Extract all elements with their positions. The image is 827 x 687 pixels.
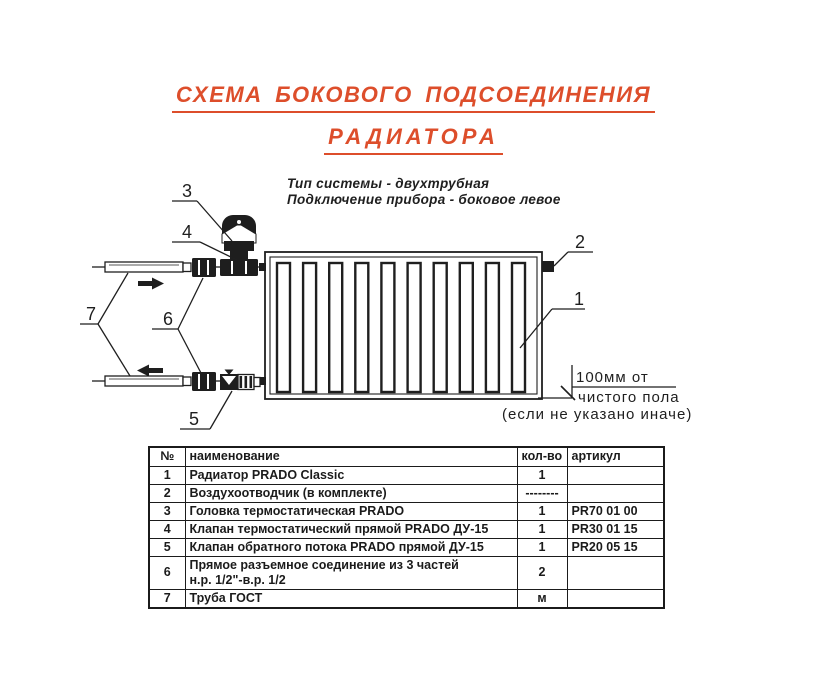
cell-qty: 1	[517, 520, 567, 538]
radiator	[259, 252, 542, 399]
cell-article	[567, 556, 664, 589]
union-top	[192, 258, 216, 277]
cell-num: 4	[149, 520, 185, 538]
system-type-line: Тип системы - двухтрубная	[287, 176, 490, 191]
cell-num: 7	[149, 589, 185, 608]
dimension-text-2: чистого пола	[578, 389, 680, 406]
cell-name: Радиатор PRADO Classic	[185, 466, 517, 484]
return-valve	[216, 370, 266, 391]
table-row	[149, 520, 664, 538]
union-bottom	[192, 372, 216, 391]
cell-article	[567, 466, 664, 484]
diagram-canvas	[75, 178, 755, 443]
table-row	[149, 589, 664, 608]
callout-4-number: 4	[181, 222, 193, 242]
title-line-2: РАДИАТОРА	[324, 124, 503, 155]
table-header-row	[149, 447, 664, 466]
air-vent	[542, 261, 554, 272]
table-row	[149, 556, 664, 589]
callout-6	[152, 278, 203, 373]
cell-num: 1	[149, 466, 185, 484]
table-row	[149, 502, 664, 520]
callout-2	[554, 232, 593, 266]
cell-name	[185, 556, 517, 589]
cell-qty: 1	[517, 466, 567, 484]
callout-7-number: 7	[85, 304, 97, 324]
callout-2-number: 2	[574, 232, 586, 252]
cell-article	[567, 484, 664, 502]
header-name: наименование	[185, 447, 517, 466]
cell-article: PR30 01 15	[567, 520, 664, 538]
header-num: №	[149, 447, 185, 466]
cell-qty: --------	[517, 484, 567, 502]
cell-qty: 1	[517, 538, 567, 556]
callout-3-number: 3	[181, 181, 193, 201]
parts-table	[148, 446, 665, 609]
cell-article	[567, 589, 664, 608]
cell-name: Воздухоотводчик (в комплекте)	[185, 484, 517, 502]
cell-qty: м	[517, 589, 567, 608]
callout-7	[80, 273, 130, 376]
cell-name-line2: н.р. 1/2"-в.р. 1/2	[189, 572, 286, 587]
dimension-text-1: 100мм от	[576, 369, 649, 386]
cell-num: 5	[149, 538, 185, 556]
thermostatic-head	[222, 215, 256, 260]
connection-type-line: Подключение прибора - боковое левое	[287, 191, 561, 207]
cell-name: Клапан обратного потока PRADO прямой ДУ-15	[185, 538, 517, 556]
callout-1-number: 1	[573, 289, 585, 309]
flow-arrow-return	[137, 365, 163, 377]
cell-article: PR70 01 00	[567, 502, 664, 520]
table-row	[149, 466, 664, 484]
cell-qty: 2	[517, 556, 567, 589]
cell-name-line1: Прямое разъемное соединение из 3 частей	[189, 557, 459, 572]
cell-qty: 1	[517, 502, 567, 520]
cell-name: Клапан термостатический прямой PRADO ДУ-15	[185, 520, 517, 538]
pipe-supply	[92, 262, 191, 272]
supply-valve	[216, 259, 266, 276]
header-qty: кол-во	[517, 447, 567, 466]
flow-arrow-supply	[138, 278, 164, 290]
table-row	[149, 484, 664, 502]
cell-name: Головка термостатическая PRADO	[185, 502, 517, 520]
header-article: артикул	[567, 447, 664, 466]
cell-num: 6	[149, 556, 185, 589]
cell-article: PR20 05 15	[567, 538, 664, 556]
dimension-text-3: (если не указано иначе)	[502, 406, 693, 423]
cell-num: 3	[149, 502, 185, 520]
pipe-return	[92, 376, 191, 386]
cell-num: 2	[149, 484, 185, 502]
callout-6-number: 6	[162, 309, 174, 329]
callout-5-number: 5	[188, 409, 200, 429]
cell-name: Труба ГОСТ	[185, 589, 517, 608]
title-line-1: СХЕМА БОКОВОГО ПОДСОЕДИНЕНИЯ	[172, 82, 655, 113]
table-row	[149, 538, 664, 556]
callout-5	[180, 391, 232, 429]
page-title	[0, 82, 827, 155]
